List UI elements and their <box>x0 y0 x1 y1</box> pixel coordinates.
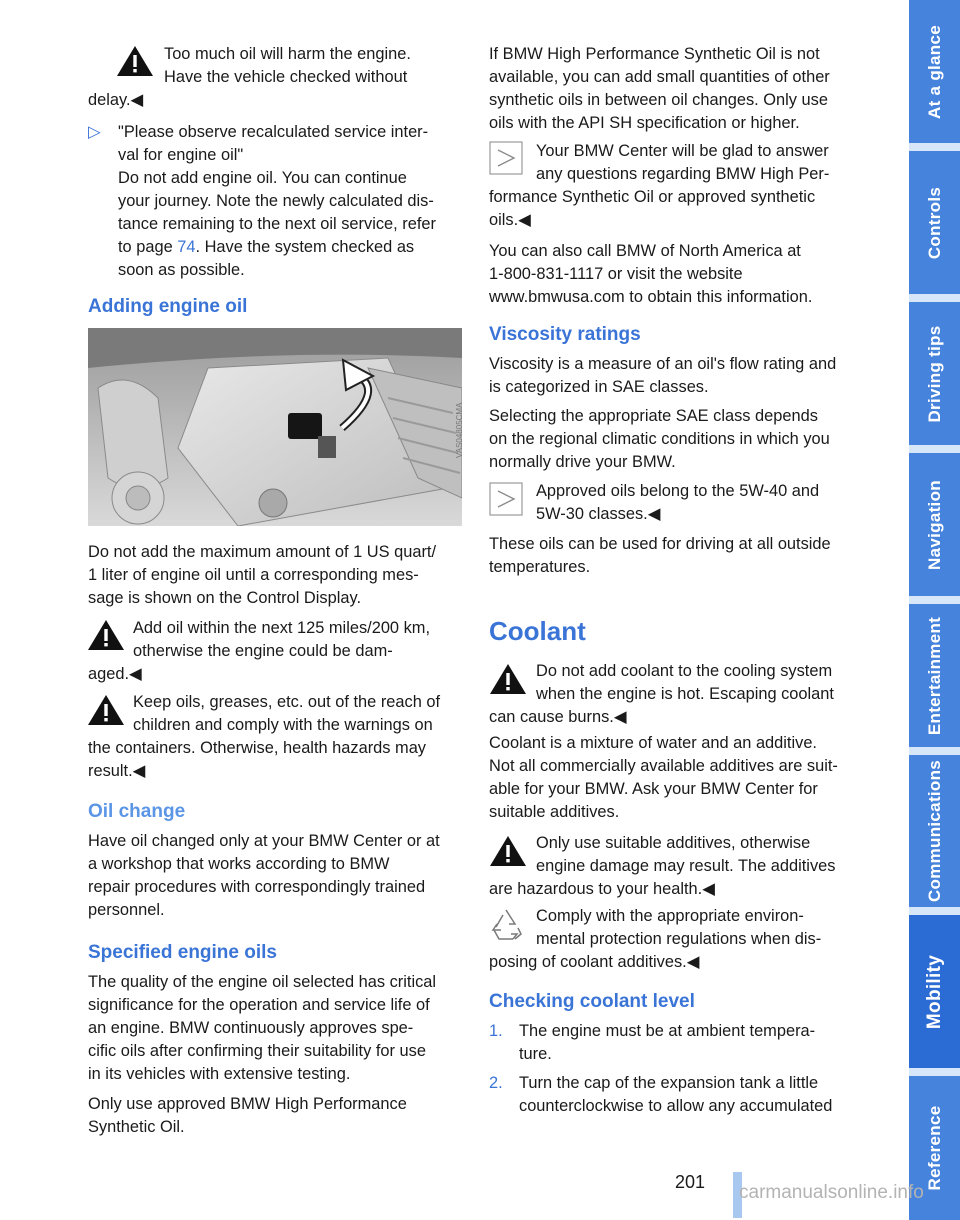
warning-icon <box>86 693 126 727</box>
body-text: synthetic oils in between oil changes. Only use <box>489 91 828 109</box>
section-heading: Specified engine oils <box>88 942 277 963</box>
warning-icon <box>488 834 528 868</box>
engine-bay-photo <box>88 328 462 526</box>
note-text-line: posing of coolant additives.◀ <box>489 953 700 971</box>
warning-text-line: Too much oil will harm the engine. <box>164 45 411 63</box>
tab-entertainment[interactable]: Entertainment <box>909 604 960 747</box>
body-text: 1 liter of engine oil until a corresponding mes- <box>88 566 419 584</box>
bullet-text: your journey. Note the newly calculated dis- <box>118 192 434 210</box>
tab-communications[interactable]: Communications <box>909 755 960 907</box>
page-link[interactable]: 74 <box>177 238 196 256</box>
recycle-icon <box>487 906 525 944</box>
warning-icon <box>115 44 155 78</box>
note-text-line: formance Synthetic Oil or approved synthetic <box>489 188 816 206</box>
body-text: personnel. <box>88 901 165 919</box>
tab-at-a-glance[interactable]: At a glance <box>909 0 960 143</box>
chapter-sidebar <box>909 0 960 1220</box>
body-text: in its vehicles with extensive testing. <box>88 1065 351 1083</box>
warning-text-line: Do not add coolant to the cooling system <box>536 662 833 680</box>
body-text: These oils can be used for driving at all outside <box>489 535 831 553</box>
warning-text-line: Only use suitable additives, otherwise <box>536 834 811 852</box>
body-text: sage is shown on the Control Display. <box>88 589 362 607</box>
body-text: 1-800-831-1117 or visit the website <box>489 265 743 283</box>
chapter-heading: Coolant <box>489 616 586 646</box>
warning-text-line: Add oil within the next 125 miles/200 km, <box>133 619 431 637</box>
step-text: counterclockwise to allow any accumulated <box>519 1097 833 1115</box>
body-text: www.bmwusa.com to obtain this information. <box>489 288 813 306</box>
photo-code: VAS04805CMA <box>455 402 464 458</box>
tab-driving-tips[interactable]: Driving tips <box>909 302 960 445</box>
warning-text-line: delay.◀ <box>88 91 144 109</box>
body-text: Only use approved BMW High Performance <box>88 1095 407 1113</box>
note-text-line: mental protection regulations when dis- <box>536 930 822 948</box>
body-text: suitable additives. <box>489 803 620 821</box>
bullet-text: to page 74. Have the system checked as <box>118 238 415 256</box>
note-text-line: any questions regarding BMW High Per- <box>536 165 830 183</box>
body-text: cific oils after confirming their suitability for use <box>88 1042 426 1060</box>
body-text: is categorized in SAE classes. <box>489 378 709 396</box>
warning-text-line: children and comply with the warnings on <box>133 716 433 734</box>
warning-text-line: are hazardous to your health.◀ <box>489 880 715 898</box>
bullet-text: tance remaining to the next oil service, refer <box>118 215 436 233</box>
body-text: an engine. BMW continuously approves spe- <box>88 1019 414 1037</box>
warning-icon <box>488 662 528 696</box>
step-number: 2. <box>489 1074 503 1092</box>
bullet-marker: ▷ <box>88 123 101 141</box>
body-text: a workshop that works according to BMW <box>88 855 390 873</box>
note-text-line: oils.◀ <box>489 211 531 229</box>
step-text: ture. <box>519 1045 552 1063</box>
note-icon <box>489 482 523 516</box>
body-text: Selecting the appropriate SAE class depends <box>489 407 818 425</box>
step-text: The engine must be at ambient tempera- <box>519 1022 816 1040</box>
bullet-text: soon as possible. <box>118 261 245 279</box>
body-text: The quality of the engine oil selected has critical <box>88 973 437 991</box>
section-heading: Adding engine oil <box>88 296 248 317</box>
step-number: 1. <box>489 1022 503 1040</box>
body-text: Viscosity is a measure of an oil's flow rating and <box>489 355 837 373</box>
warning-text-line: can cause burns.◀ <box>489 708 627 726</box>
bullet-text: "Please observe recalculated service inter- <box>118 123 429 141</box>
body-text: Have oil changed only at your BMW Center or at <box>88 832 440 850</box>
note-text-line: Approved oils belong to the 5W-40 and <box>536 482 820 500</box>
bullet-text: val for engine oil" <box>118 146 244 164</box>
warning-text-line: engine damage may result. The additives <box>536 857 836 875</box>
section-heading: Viscosity ratings <box>489 324 641 345</box>
body-text: available, you can add small quantities of other <box>489 68 830 86</box>
warning-text-line: when the engine is hot. Escaping coolant <box>536 685 834 703</box>
body-text: Not all commercially available additives are suit- <box>489 757 838 775</box>
body-text: Do not add the maximum amount of 1 US quart/ <box>88 543 437 561</box>
warning-text-line: aged.◀ <box>88 665 142 683</box>
body-text: repair procedures with correspondingly trained <box>88 878 426 896</box>
body-text: Coolant is a mixture of water and an additive. <box>489 734 817 752</box>
warning-text-line: the containers. Otherwise, health hazards may <box>88 739 427 757</box>
note-text-line: Comply with the appropriate environ- <box>536 907 804 925</box>
note-text-line: 5W-30 classes.◀ <box>536 505 661 523</box>
tab-controls[interactable]: Controls <box>909 151 960 294</box>
body-text: temperatures. <box>489 558 591 576</box>
body-text: If BMW High Performance Synthetic Oil is not <box>489 45 820 63</box>
watermark: carmanualsonline.info <box>739 1182 924 1203</box>
section-heading: Checking coolant level <box>489 991 695 1012</box>
warning-text-line: result.◀ <box>88 762 146 780</box>
bullet-text: Do not add engine oil. You can continue <box>118 169 407 187</box>
body-text: on the regional climatic conditions in which you <box>489 430 830 448</box>
section-heading: Oil change <box>88 801 186 822</box>
body-text: able for your BMW. Ask your BMW Center for <box>489 780 818 798</box>
warning-text-line: otherwise the engine could be dam- <box>133 642 393 660</box>
warning-icon <box>86 618 126 652</box>
note-icon <box>489 141 523 175</box>
body-text: Synthetic Oil. <box>88 1118 185 1136</box>
note-text-line: Your BMW Center will be glad to answer <box>536 142 829 160</box>
warning-text-line: Have the vehicle checked without <box>164 68 408 86</box>
step-text: Turn the cap of the expansion tank a little <box>519 1074 819 1092</box>
body-text: You can also call BMW of North America at <box>489 242 801 260</box>
body-text: significance for the operation and service life of <box>88 996 430 1014</box>
tab-mobility[interactable]: Mobility <box>909 915 960 1068</box>
tab-reference[interactable]: Reference <box>909 1076 960 1220</box>
body-text: oils with the API SH specification or higher. <box>489 114 800 132</box>
warning-text-line: Keep oils, greases, etc. out of the reach of <box>133 693 441 711</box>
tab-navigation[interactable]: Navigation <box>909 453 960 596</box>
page-number: 201 <box>675 1172 706 1192</box>
body-text: normally drive your BMW. <box>489 453 676 471</box>
